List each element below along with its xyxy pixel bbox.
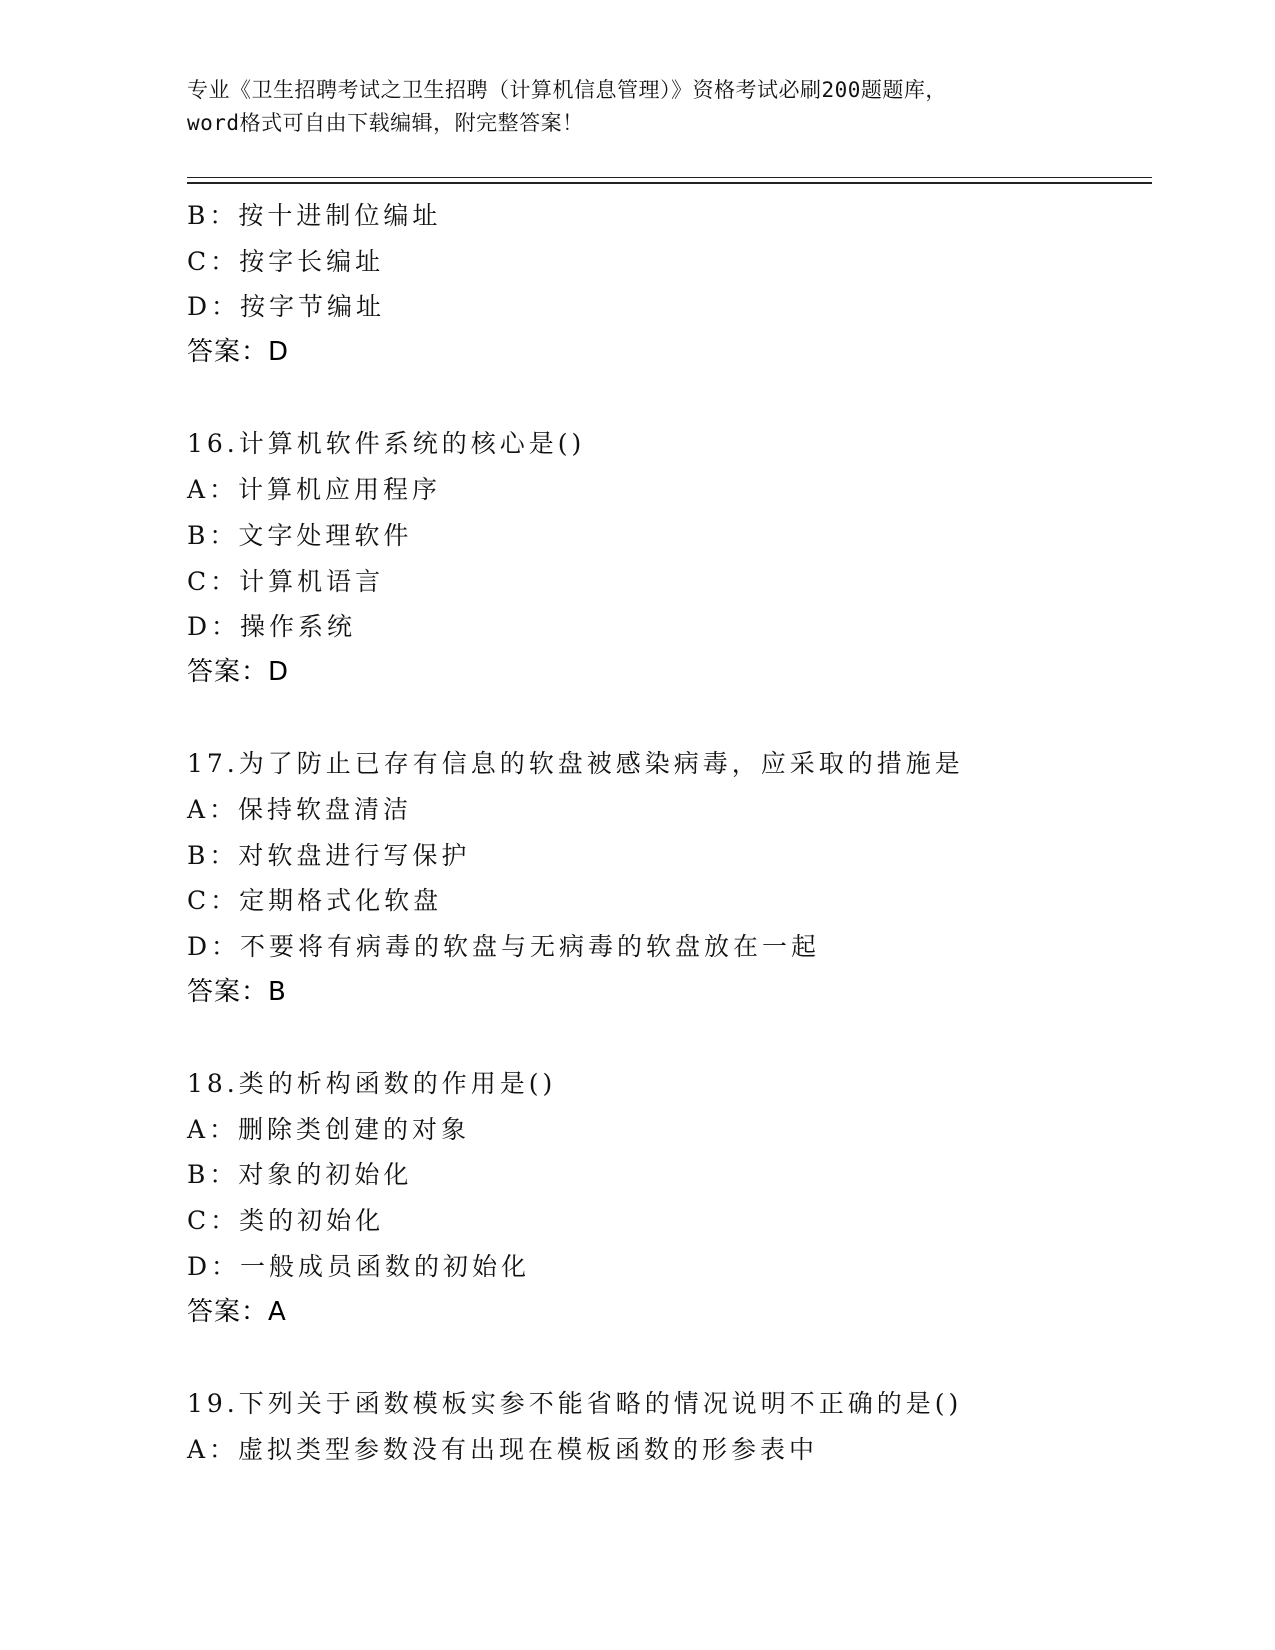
header-divider [187, 177, 1152, 184]
question-19 [187, 1381, 1147, 1472]
option-d: D：一般成员函数的初始化 [187, 1251, 531, 1281]
question-list [187, 193, 1147, 1472]
option-b: B：对软盘进行写保护 [187, 840, 471, 870]
answer: 答案：B [187, 976, 287, 1007]
question-15-tail [187, 193, 1147, 376]
header-line-2: word格式可自由下载编辑，附完整答案！ [187, 111, 584, 135]
question-18 [187, 1061, 1147, 1335]
option-d: D：不要将有病毒的软盘与无病毒的软盘放在一起 [187, 932, 821, 961]
option-b: B：对象的初始化 [187, 1160, 413, 1190]
header-line-1: 专业《卫生招聘考试之卫生招聘（计算机信息管理）》资格考试必刷200题题库， [187, 78, 947, 102]
question-16 [187, 421, 1147, 695]
answer: 答案：A [187, 1296, 287, 1327]
question-text: 19.下列关于函数模板实参不能省略的情况说明不正确的是() [187, 1388, 963, 1418]
question-17 [187, 741, 1147, 1015]
question-text: 18.类的析构函数的作用是() [187, 1069, 557, 1099]
document-header [187, 74, 1087, 140]
option-b: B：按十进制位编址 [187, 201, 442, 230]
spacer [187, 696, 1147, 742]
option-c: C：计算机语言 [187, 566, 385, 596]
option-a: A：删除类创建的对象 [187, 1114, 471, 1144]
option-a: A：计算机应用程序 [187, 475, 442, 505]
answer: 答案：D [187, 656, 290, 687]
spacer [187, 1335, 1147, 1381]
question-text: 16.计算机软件系统的核心是() [187, 429, 586, 459]
option-c: C：类的初始化 [187, 1206, 385, 1236]
option-d: D：操作系统 [187, 612, 357, 642]
option-c: C：按字长编址 [187, 246, 385, 276]
answer: 答案：D [187, 337, 290, 368]
spacer [187, 1015, 1147, 1061]
option-a: A：保持软盘清洁 [187, 794, 413, 824]
option-d: D：按字节编址 [187, 292, 386, 322]
option-a: A：虚拟类型参数没有出现在模板函数的形参表中 [187, 1434, 819, 1464]
option-b: B：文字处理软件 [187, 520, 413, 550]
question-text: 17.为了防止已存有信息的软盘被感染病毒，应采取的措施是 [187, 749, 964, 779]
option-c: C：定期格式化软盘 [187, 886, 443, 916]
spacer [187, 376, 1147, 422]
